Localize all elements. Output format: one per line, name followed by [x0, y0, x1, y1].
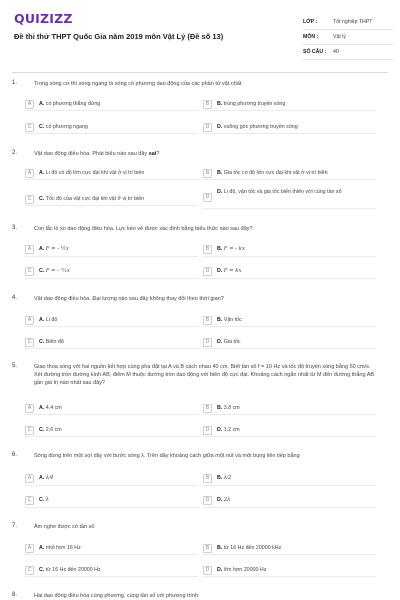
question-text: Giao thoa sóng với hai nguồn kết hợp cùng pha đặt tại A và B cách nhau 40 cm. Biết tần số f = 10 Hz và tốc độ truyền sóng bằng 60 cm/s. Xét đường tròn đường kính AB, điểm M thuộc đường tròn dao động với biên độ cực đại. Khoảng cách ngắn nhất từ M đến đường thẳng AB gần giá trị nào nhất sau đây? [34, 364, 375, 387]
option-letter-box: A [25, 474, 34, 483]
option-letter-box: B [203, 100, 212, 109]
option-prefix: C. [39, 566, 45, 573]
option-formula: 2λ [223, 497, 231, 503]
meta-row-class [303, 15, 393, 30]
option-letter-box: A [25, 169, 34, 178]
option-prefix: C. [39, 195, 45, 202]
option-letter-box: C [25, 566, 34, 575]
option-letter-box: C [25, 426, 34, 435]
option-formula: F = - ᵐ⁄ₖx [45, 268, 70, 274]
option-text: lớn hơn 20000 Hz [223, 566, 267, 573]
option-prefix: A. [39, 316, 45, 323]
option-prefix: C. [39, 497, 45, 503]
option-d[interactable] [203, 121, 376, 134]
worksheet-meta [303, 15, 393, 60]
option-letter-box: C [25, 123, 34, 132]
meta-key: LỚP : [303, 19, 318, 25]
option-prefix: D. [217, 497, 223, 503]
option-letter-box: D [203, 338, 212, 347]
option-letter-box: C [25, 267, 34, 276]
option-letter-box: C [25, 338, 34, 347]
option-letter-box: A [25, 316, 34, 325]
option-c[interactable] [25, 494, 198, 508]
option-letter-box: A [25, 245, 34, 254]
option-prefix: D. [217, 566, 223, 573]
option-prefix: B. [217, 404, 223, 411]
option-a[interactable] [25, 98, 198, 111]
meta-value: Tốt nghiệp THPT [333, 19, 373, 25]
meta-key: SỐ CÂU : [303, 49, 327, 55]
question-text: Con lắc lò xo dao động điều hòa. Lực kéo về được xác định bằng biểu thức nào sau đây? [34, 226, 253, 232]
option-text: 4,4 cm [45, 404, 62, 411]
option-prefix: B. [217, 100, 223, 107]
option-letter-box: D [203, 496, 212, 505]
question-text: Vật dao động điều hòa. Đại lượng nào sau đây không thay đổi theo thời gian? [34, 296, 224, 302]
option-letter-box: D [203, 193, 212, 202]
option-formula: λ⁄4 [45, 475, 54, 481]
option-prefix: B. [217, 316, 223, 323]
option-text: từ 16 Hz đến 20000 Hz [45, 566, 101, 573]
option-prefix: D. [217, 338, 223, 345]
option-text: Gia tốc có độ lớn cực đại khi vật ở vị trí biên [223, 169, 328, 176]
option-letter-box: A [25, 100, 34, 109]
option-a[interactable] [25, 243, 198, 257]
meta-value: Vật lý [333, 34, 346, 40]
question-number: 7. [12, 523, 18, 529]
option-prefix: A. [39, 475, 45, 481]
option-b[interactable] [203, 314, 376, 327]
option-b[interactable] [203, 472, 376, 486]
question-number: 3. [12, 225, 18, 231]
option-text: 1,2 cm [223, 426, 240, 433]
option-prefix: A. [39, 100, 45, 107]
option-prefix: D. [217, 426, 223, 433]
option-letter-box: B [203, 404, 212, 413]
question-text: Hai dao động điều hòa cùng phương, cùng tần số với phương trình: [34, 593, 200, 599]
option-d[interactable] [203, 265, 376, 279]
option-formula: F = - kx [223, 246, 245, 252]
option-letter-box: D [203, 566, 212, 575]
option-letter-box: B [203, 316, 212, 325]
option-text: có phương thẳng đứng [45, 100, 101, 107]
question-text: Âm nghe được có tần số [34, 524, 95, 530]
option-letter-box: A [25, 404, 34, 413]
option-prefix: B. [217, 246, 223, 252]
meta-row-count [303, 45, 393, 60]
option-prefix: A. [39, 169, 45, 176]
option-formula: λ⁄2 [223, 475, 232, 481]
question-number: 6. [12, 452, 18, 458]
option-a[interactable] [25, 542, 198, 555]
option-text: từ 16 Hz đến 20000 kHz [223, 544, 282, 551]
option-letter-box: A [25, 544, 34, 553]
option-d[interactable] [203, 564, 376, 577]
option-prefix: A. [39, 544, 45, 551]
question-text: Vật dao động điều hòa. Phát biểu nào sau đây sai? [34, 151, 160, 157]
option-b[interactable] [203, 542, 376, 555]
option-prefix: C. [39, 426, 45, 433]
question-number: 4. [12, 295, 18, 301]
option-b[interactable] [203, 167, 376, 180]
option-b[interactable] [203, 402, 376, 415]
page-title: Đề thi thử THPT Quốc Gia năm 2019 môn Vật Lý (Đề số 13) [14, 32, 224, 41]
option-text: Li độ có độ lớn cực đại khi vật ở vị trí biên [45, 169, 145, 176]
option-text: Vận tốc [223, 316, 242, 323]
option-c[interactable] [25, 564, 198, 577]
option-prefix: D. [217, 189, 223, 195]
question-text: Trong sóng cơ thì sóng ngang là sóng có phương dao động của các phần tử vật chất [34, 81, 242, 87]
question-number: 2. [12, 150, 18, 156]
option-text: có phương ngang [45, 123, 88, 130]
option-prefix: D. [217, 123, 223, 130]
option-d[interactable] [203, 494, 376, 508]
option-prefix: B. [217, 169, 223, 176]
option-formula: F = - ½x [45, 246, 69, 252]
option-a[interactable] [25, 314, 198, 327]
meta-row-subject [303, 30, 393, 45]
option-prefix: C. [39, 338, 45, 345]
option-b[interactable] [203, 243, 376, 257]
option-a[interactable] [25, 472, 198, 486]
option-text: Li độ, vận tốc và gia tốc biến thiên với cùng tần số [223, 189, 342, 195]
option-letter-box: B [203, 169, 212, 178]
option-letter-box: D [203, 123, 212, 132]
option-prefix: B. [217, 475, 223, 481]
option-d[interactable] [203, 189, 376, 209]
option-prefix: D. [217, 268, 223, 274]
option-letter-box: B [203, 245, 212, 254]
option-prefix: A. [39, 246, 45, 252]
emphasis-text: sai [148, 151, 157, 157]
option-formula: F = kx [223, 268, 242, 274]
option-formula: λ [45, 497, 50, 503]
option-letter-box: B [203, 544, 212, 553]
option-text: Gia tốc [223, 338, 241, 345]
option-text: 3,8 cm [223, 404, 240, 411]
option-text: Li độ [45, 316, 58, 323]
option-prefix: A. [39, 404, 45, 411]
option-c[interactable] [25, 424, 198, 437]
option-letter-box: C [25, 195, 34, 204]
option-text: nhỏ hơn 16 Hz [45, 544, 81, 551]
option-letter-box: C [25, 496, 34, 505]
option-prefix: B. [217, 544, 223, 551]
question-number: 8. [12, 592, 18, 598]
option-text: trùng phương truyền sóng [223, 100, 286, 107]
option-c[interactable] [25, 265, 198, 279]
header-divider [12, 72, 388, 73]
option-a[interactable] [25, 167, 198, 180]
option-letter-box: D [203, 267, 212, 276]
option-letter-box: B [203, 474, 212, 483]
option-text: Biên độ [45, 338, 64, 345]
meta-value: 40 [333, 49, 339, 55]
option-b[interactable] [203, 98, 376, 111]
option-text: Tốc độ của vật cực đại khi vật ở vị trí biên [45, 195, 144, 202]
meta-key: MÔN : [303, 34, 319, 40]
option-d[interactable] [203, 424, 376, 437]
option-d[interactable] [203, 336, 376, 349]
option-c[interactable] [25, 193, 198, 206]
quizizz-logo: QUIZIZZ [14, 11, 73, 26]
option-a[interactable] [25, 402, 198, 415]
option-text: 2,6 cm [45, 426, 62, 433]
option-c[interactable] [25, 121, 198, 134]
option-letter-box: D [203, 426, 212, 435]
question-text: Sóng dừng trên một sợi dây với bước sóng λ. Trên dây khoảng cách giữa một nút và một bụng liên tiếp bằng [34, 453, 300, 459]
option-c[interactable] [25, 336, 198, 349]
question-number: 1. [12, 80, 18, 86]
option-prefix: C. [39, 123, 45, 130]
option-text: vuông góc phương truyền sóng [223, 123, 298, 130]
option-prefix: C. [39, 268, 45, 274]
question-number: 5. [12, 363, 18, 369]
